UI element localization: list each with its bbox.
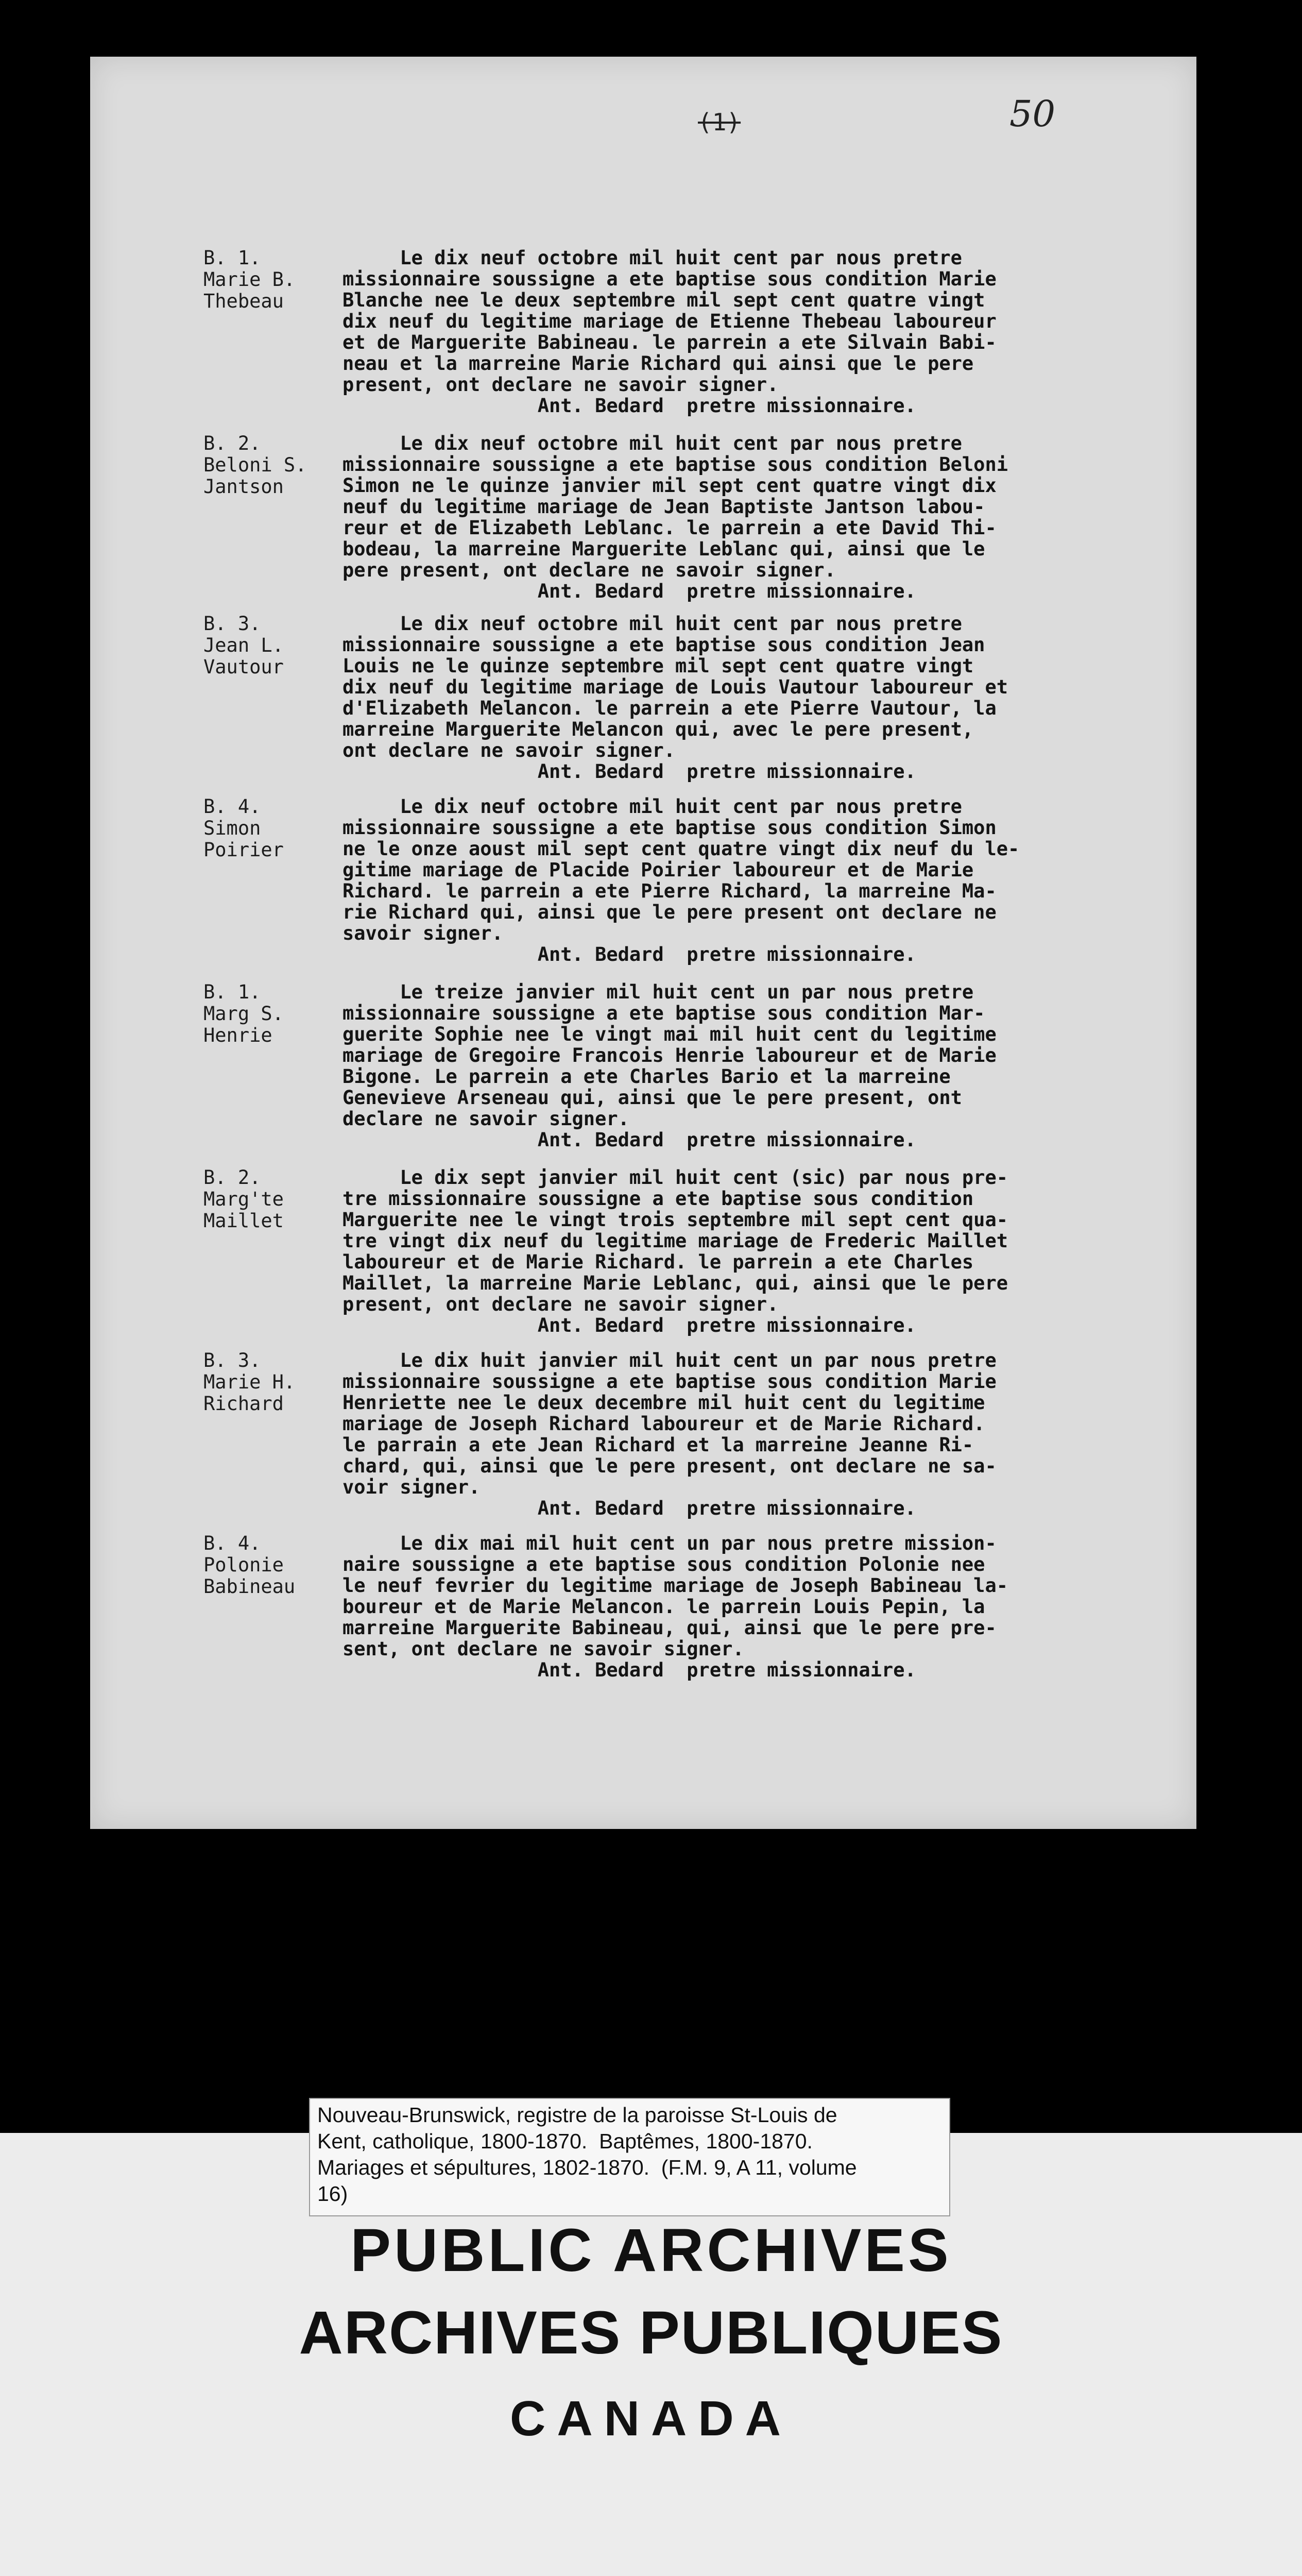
entry-text: Le dix neuf octobre mil huit cent par nous pretre missionnaire soussigne a ete baptise sous condition Beloni Simon ne le quinze janvier mil sept cent quatre vingt dix neuf du legitime mariage de Jean Baptiste Jantson labou- reur et de Elizabeth Leblanc. le parrein a ete David Thi- bodeau, la marreine Marguerite Leblanc qui, ainsi que le pere present, ont declare ne savoir signer. Ant. Bedard pretre missionnaire. xyxy=(342,432,1008,602)
entry-margin-note: B. 2. Marg'te Maillet xyxy=(203,1166,284,1232)
entry-text: Le dix sept janvier mil huit cent (sic) par nous pre- tre missionnaire soussigne a ete baptise sous condition Marguerite nee le vingt trois septembre mil sept cent qua- tre vingt dix neuf du legitime mariage de Frederic Maillet laboureur et de Marie Richard. le parrein a ete Charles Maillet, la marreine Marie Leblanc, qui, ainsi que le pere present, ont declare ne savoir signer. Ant. Bedard pretre missionnaire. xyxy=(342,1166,1008,1336)
entry-margin-note: B. 3. Jean L. Vautour xyxy=(203,613,284,678)
entry-text: Le dix neuf octobre mil huit cent par nous pretre missionnaire soussigne a ete baptise sous condition Simon ne le onze aoust mil sept cent quatre vingt dix neuf du le- gitime mariage de Placide Poirier laboureur et de Marie Richard. le parrein a ete Pierre Richard, la marreine Ma- rie Richard qui, ainsi que le pere present ont declare ne savoir signer. Ant. Bedard pretre missionnaire. xyxy=(342,795,1020,965)
archive-country: CANADA xyxy=(510,2391,792,2446)
entry-margin-note: B. 3. Marie H. Richard xyxy=(203,1349,296,1415)
archive-reference-note: Nouveau-Brunswick, registre de la paroisse St-Louis de Kent, catholique, 1800-1870. Baptêmes, 1800-1870. Mariages et sépultures, 1802-1870. (F.M. 9, A 11, volume 16) xyxy=(309,2098,950,2216)
entry-text: Le dix mai mil huit cent un par nous pretre mission- naire soussigne a ete baptise sous condition Polonie nee le neuf fevrier du legitime mariage de Joseph Babineau la- boureur et de Marie Melancon. le parrein Louis Pepin, la marreine Marguerite Babineau, qui, ainsi que le pere pre- sent, ont declare ne savoir signer. Ant. Bedard pretre missionnaire. xyxy=(342,1532,1008,1681)
entry-margin-note: B. 4. Simon Poirier xyxy=(203,795,284,861)
entry-text: Le dix neuf octobre mil huit cent par nous pretre missionnaire soussigne a ete baptise sous condition Jean Louis ne le quinze septembre mil sept cent quatre vingt dix neuf du legitime mariage de Louis Vautour laboureur et d'Elizabeth Melancon. le parrein a ete Pierre Vautour, la marreine Marguerite Melancon qui, avec le pere present, ont declare ne savoir signer. Ant. Bedard pretre missionnaire. xyxy=(342,613,1008,783)
entry-margin-note: B. 4. Polonie Babineau xyxy=(203,1532,296,1598)
document-page xyxy=(90,57,1196,1829)
entry-text: Le dix huit janvier mil huit cent un par nous pretre missionnaire soussigne a ete baptise sous condition Marie Henriette nee le deux decembre mil huit cent du legitime mariage de Joseph Richard laboureur et de Marie Richard. le parrain a ete Jean Richard et la marreine Jeanne Ri- chard, qui, ainsi que le pere present, ont declare ne sa- voir signer. Ant. Bedard pretre missionnaire. xyxy=(342,1349,997,1519)
page-number: (1) xyxy=(698,108,741,136)
entry-margin-note: B. 1. Marg S. Henrie xyxy=(203,981,284,1046)
archive-title-french: ARCHIVES PUBLIQUES xyxy=(299,2299,1003,2367)
handwritten-folio-number: 50 xyxy=(1009,93,1056,135)
entry-margin-note: B. 1. Marie B. Thebeau xyxy=(203,247,296,312)
entry-margin-note: B. 2. Beloni S. Jantson xyxy=(203,432,307,498)
entry-text: Le treize janvier mil huit cent un par nous pretre missionnaire soussigne a ete baptise sous condition Mar- guerite Sophie nee le vingt mai mil huit cent du legitime mariage de Gregoire Francois Henrie laboureur et de Marie Bigone. Le parrein a ete Charles Bario et la marreine Genevieve Arseneau qui, ainsi que le pere present, ont declare ne savoir signer. Ant. Bedard pretre missionnaire. xyxy=(342,981,997,1151)
archive-title-english: PUBLIC ARCHIVES xyxy=(350,2216,952,2284)
entry-text: Le dix neuf octobre mil huit cent par nous pretre missionnaire soussigne a ete baptise sous condition Marie Blanche nee le deux septembre mil sept cent quatre vingt dix neuf du legitime mariage de Etienne Thebeau laboureur et de Marguerite Babineau. le parrein a ete Silvain Babi- neau et la marreine Marie Richard qui ainsi que le pere present, ont declare ne savoir signer. Ant. Bedard pretre missionnaire. xyxy=(342,247,997,417)
